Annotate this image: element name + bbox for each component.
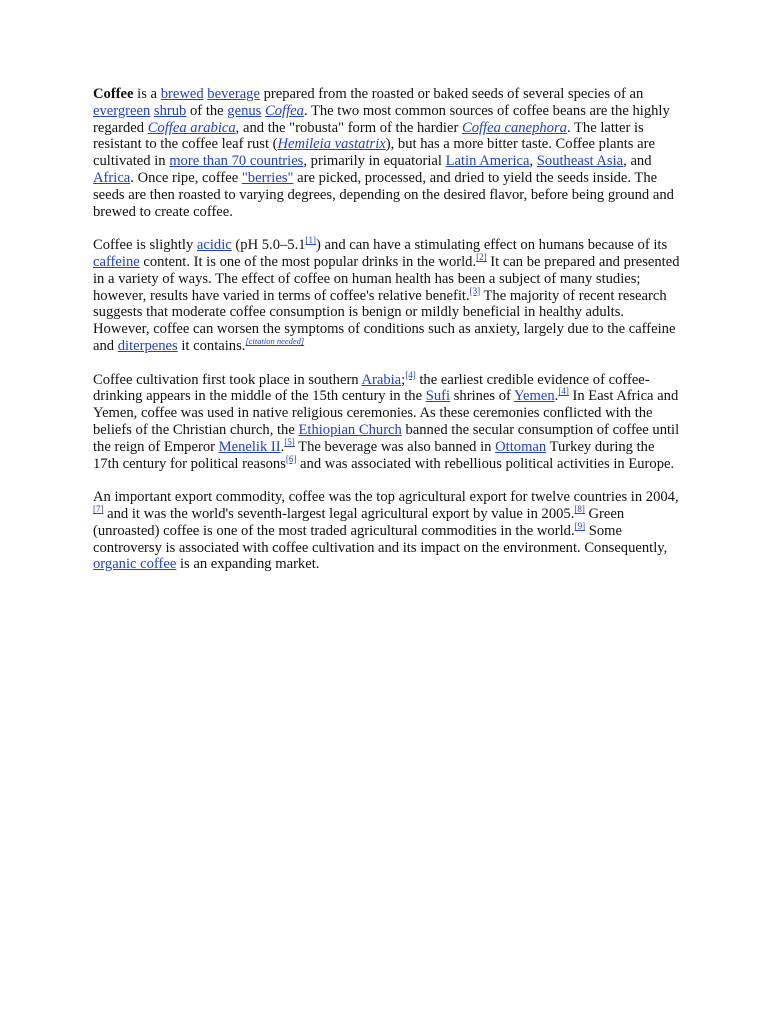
text-run: . <box>554 388 559 405</box>
citation-8[interactable] <box>574 504 585 514</box>
text-run: ; <box>401 371 406 388</box>
citation-9[interactable] <box>575 521 586 531</box>
text-run: of the <box>186 102 228 119</box>
link-southeast-asia[interactable]: Southeast Asia <box>536 153 624 170</box>
text-run: the earliest credible evidence of coffee-drinking appears in the middle of the 15th century in the <box>93 371 650 405</box>
link-organic-coffee[interactable]: organic coffee <box>93 556 177 573</box>
text-run: shrines of <box>450 388 514 405</box>
link-hemileia-vastatrix-text: Hemileia vastatrix <box>277 136 386 153</box>
text-run: banned the secular consumption of coffee until the reign of Emperor <box>93 421 680 455</box>
text-run: , primarily in equatorial <box>303 153 446 170</box>
link-beverage[interactable]: beverage <box>207 86 260 102</box>
link-berries[interactable]: "berries" <box>241 169 294 186</box>
text-run: , <box>529 153 537 170</box>
text-run: , and the "robusta" form of the hardier <box>235 119 462 136</box>
citation-1-link[interactable]: [1] <box>305 235 317 246</box>
text-run: The majority of recent research suggests that moderate coffee consumption is benign or mildly beneficial in healthy adults. However, coffee can worsen the symptoms of conditions such as anxiety, largely due to the caffeine and <box>93 287 676 354</box>
citation-2-link[interactable]: [2] <box>476 251 487 262</box>
text-run: The beverage was also banned in <box>294 438 496 455</box>
link-hemileia-vastatrix[interactable] <box>278 136 386 152</box>
text-run: , and <box>623 153 652 170</box>
paragraph-2 <box>93 237 683 355</box>
citation-7-link[interactable]: [7] <box>93 503 104 514</box>
link-arabia[interactable]: Arabia <box>361 371 402 388</box>
citation-3[interactable] <box>470 286 481 296</box>
link-evergreen[interactable]: evergreen <box>93 102 151 119</box>
text-run: . Once ripe, coffee <box>130 169 242 186</box>
paragraph-3 <box>93 369 683 473</box>
article-body <box>93 86 683 590</box>
link-coffea[interactable] <box>265 103 304 119</box>
link-africa[interactable]: Africa <box>93 169 131 186</box>
citation-6-link[interactable]: [6] <box>285 453 297 464</box>
text-run: Green (unroasted) coffee is one of the most traded agricultural commodities in the world. <box>93 505 625 539</box>
text-run: ), but has a more bitter taste. Coffee plants are cultivated in <box>93 136 655 170</box>
text-run: and it was the world's seventh-largest legal agricultural export by value in 2005. <box>103 505 575 522</box>
paragraph-1 <box>93 86 683 220</box>
text-run: An important export commodity, coffee was the top agricultural export for twelve countries in 2004, <box>93 489 679 506</box>
link-sufi[interactable]: Sufi <box>425 388 451 405</box>
article-subject: Coffee <box>93 86 134 102</box>
citation-6[interactable] <box>286 454 297 464</box>
link-ottoman[interactable]: Ottoman <box>495 438 547 455</box>
text-run: is a <box>133 86 161 102</box>
citation-3-link[interactable]: [3] <box>469 285 481 296</box>
citation-5[interactable] <box>284 437 295 447</box>
link-coffea-arabica-text: Coffea arabica <box>147 119 236 136</box>
text-run: (pH 5.0–5.1 <box>231 237 306 254</box>
paragraph-4 <box>93 489 683 573</box>
citation-4b-link[interactable]: [4] <box>558 386 569 397</box>
link-shrub[interactable]: shrub <box>153 102 187 119</box>
citation-4b[interactable] <box>558 386 569 396</box>
link-menelik-ii[interactable]: Menelik II <box>218 438 281 455</box>
link-ethiopian-church[interactable]: Ethiopian Church <box>298 421 402 438</box>
link-genus[interactable]: genus <box>227 102 262 119</box>
text-run: Coffee cultivation first took place in southern <box>93 371 362 388</box>
text-run: content. It is one of the most popular drinks in the world. <box>139 253 477 270</box>
citation-5-link[interactable]: [5] <box>284 436 295 447</box>
citation-8-link[interactable]: [8] <box>574 503 585 514</box>
citation-needed-link[interactable] <box>245 336 304 346</box>
link-coffea-text: Coffea <box>265 102 304 119</box>
text-run: Turkey during the 17th century for political reasons <box>93 438 655 472</box>
text-run: it contains. <box>177 337 246 354</box>
link-diterpenes[interactable]: diterpenes <box>117 337 178 354</box>
link-yemen[interactable]: Yemen <box>513 388 555 405</box>
text-run: prepared from the roasted or baked seeds of several species of an <box>259 86 644 102</box>
text-run: It can be prepared and presented in a variety of ways. The effect of coffee on human health has been a subject of many studies; however, results have varied in terms of coffee's relative benefit. <box>93 253 680 304</box>
text-run: . The two most common sources of coffee beans are the highly regarded <box>93 102 670 136</box>
text-run: and was associated with rebellious political activities in Europe. <box>296 455 675 472</box>
link-acidic[interactable]: acidic <box>196 237 232 254</box>
citation-needed[interactable] <box>245 336 304 346</box>
link-coffea-canephora[interactable] <box>462 120 567 136</box>
citation-9-link[interactable]: [9] <box>574 520 586 531</box>
link-more-than-70-countries[interactable]: more than 70 countries <box>169 153 304 170</box>
text-run: Some controversy is associated with coffee cultivation and its impact on the environment. Consequently, <box>93 522 668 556</box>
text-run: is an expanding market. <box>176 556 320 573</box>
link-coffea-canephora-text: Coffea canephora <box>461 119 567 136</box>
citation-2[interactable] <box>476 252 487 262</box>
text-run: Coffee is slightly <box>93 237 197 254</box>
citation-1[interactable] <box>306 235 317 245</box>
text-run: are picked, processed, and dried to yield the seeds inside. The seeds are then roasted to varying degrees, depending on the desired flavor, before being ground and brewed to create coffee. <box>93 169 674 220</box>
link-coffea-arabica[interactable] <box>148 120 236 136</box>
text-run: . <box>280 438 285 455</box>
link-caffeine[interactable]: caffeine <box>93 253 140 270</box>
text-run: In East Africa and Yemen, coffee was used in native religious ceremonies. As these ceremonies conflicted with the beliefs of the Christian church, the <box>93 388 679 438</box>
text-run: . The latter is resistant to the coffee leaf rust ( <box>93 119 644 153</box>
citation-7[interactable] <box>93 504 104 514</box>
citation-4a-link[interactable]: [4] <box>405 369 416 380</box>
link-latin-america[interactable]: Latin America <box>445 153 530 170</box>
link-brewed[interactable]: brewed <box>160 86 204 102</box>
text-run: ) and can have a stimulating effect on humans because of its <box>316 237 668 254</box>
citation-4a[interactable] <box>405 370 416 380</box>
citation-needed-text: [citation needed] <box>245 335 305 346</box>
